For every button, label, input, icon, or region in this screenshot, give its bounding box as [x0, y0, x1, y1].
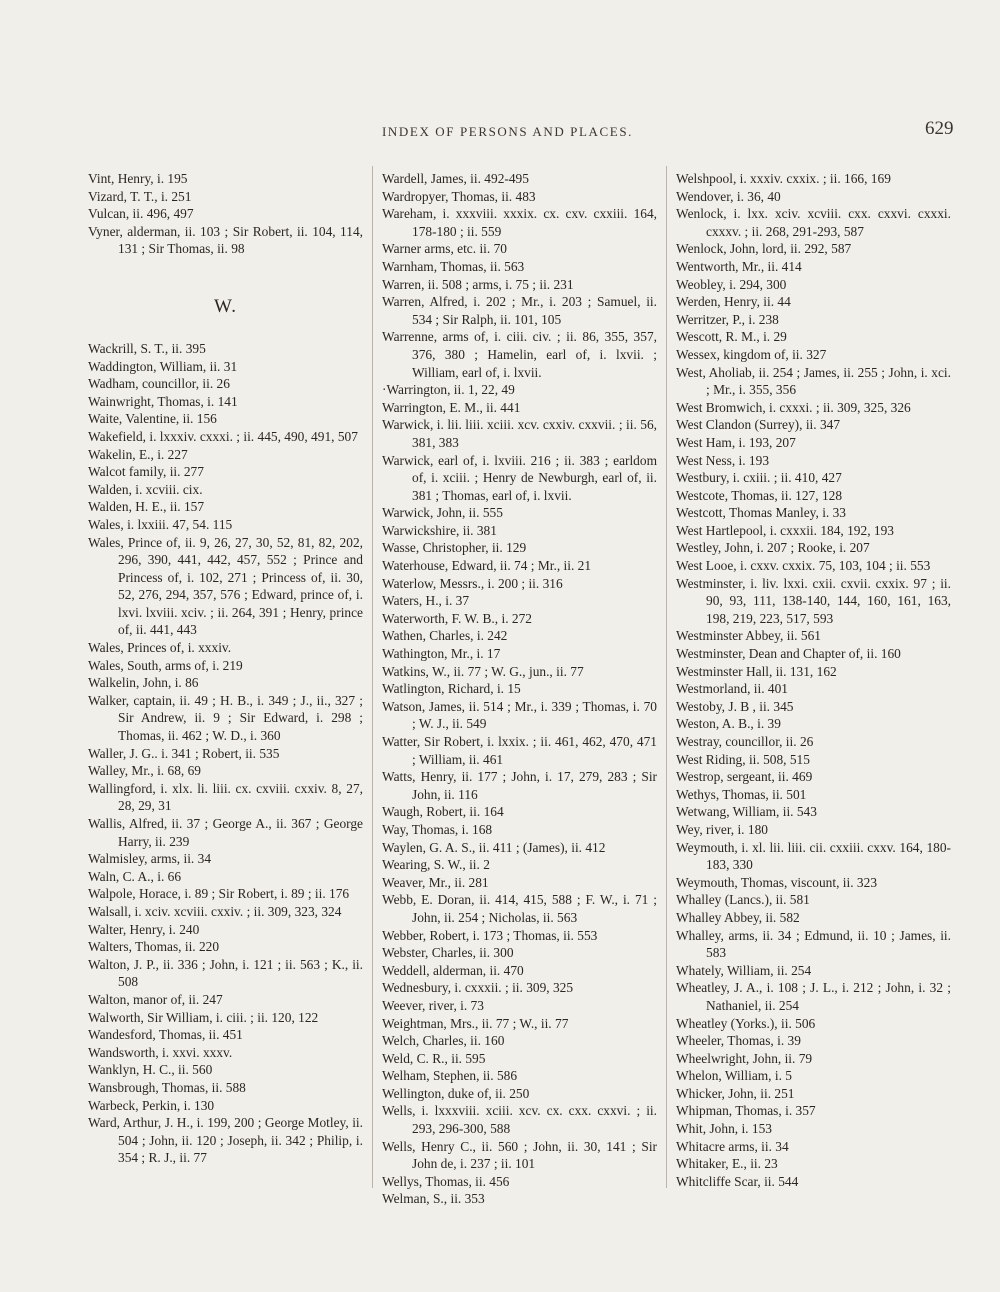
index-entry: Weld, C. R., ii. 595 — [382, 1050, 486, 1066]
index-entry: Weobley, i. 294, 300 — [676, 276, 787, 292]
index-entry: Weymouth, i. xl. lii. liii. cii. cxxiii. cxxv. 164, 180-183, 330 — [676, 839, 951, 873]
index-entry: Whicker, John, ii. 251 — [676, 1085, 795, 1101]
index-entry: Weddell, alderman, ii. 470 — [382, 962, 524, 978]
index-entry: Way, Thomas, i. 168 — [382, 821, 493, 837]
index-entry: Warren, ii. 508 ; arms, i. 75 ; ii. 231 — [382, 276, 574, 292]
index-entry: Westray, councillor, ii. 26 — [676, 734, 814, 749]
index-entry: Westbury, i. cxiii. ; ii. 410, 427 — [676, 470, 842, 486]
index-entry: Walton, J. P., ii. 336 ; John, i. 121 ; ii. 563 ; K., ii. 508 — [88, 956, 363, 990]
index-entry: Walden, H. E., ii. 157 — [88, 499, 205, 515]
index-entry: Wenlock, John, lord, ii. 292, 587 — [676, 241, 852, 257]
index-entry: Weymouth, Thomas, viscount, ii. 323 — [676, 874, 878, 890]
index-entry: Westcott, Thomas Manley, i. 33 — [676, 505, 846, 521]
index-entry: Vizard, T. T., i. 251 — [88, 188, 192, 204]
index-entry: Warrenne, arms of, i. ciii. civ. ; ii. 86, 355, 357, 376, 380 ; Hamelin, earl of, i. lxvii. ; William, earl of, i. lxvii. — [382, 329, 657, 380]
index-entry: Wackrill, S. T., ii. 395 — [88, 340, 206, 356]
index-entry: Wardell, James, ii. 492-495 — [382, 171, 529, 186]
index-entry: Wetwang, William, ii. 543 — [676, 804, 817, 820]
index-entry: Wales, Princes of, i. xxxiv. — [88, 640, 232, 656]
index-entry: Walters, Thomas, ii. 220 — [88, 939, 220, 955]
entry-list — [88, 340, 363, 1167]
index-entry: Wakefield, i. lxxxiv. cxxxi. ; ii. 445, 490, 491, 507 — [88, 428, 358, 444]
index-entry: Wallis, Alfred, ii. 37 ; George A., ii. 367 ; George Harry, ii. 239 — [88, 816, 363, 849]
running-head: INDEX OF PERSONS AND PLACES. — [382, 124, 634, 139]
index-entry: Waite, Valentine, ii. 156 — [88, 411, 217, 427]
index-entry: Wescott, R. M., i. 29 — [676, 329, 787, 345]
index-entry: Warbeck, Perkin, i. 130 — [88, 1097, 215, 1113]
index-entry: Wearing, S. W., ii. 2 — [382, 857, 490, 873]
index-entry: Whitaker, E., ii. 23 — [676, 1156, 778, 1172]
index-entry: Warnham, Thomas, ii. 563 — [382, 258, 525, 274]
index-entry: Westminster Hall, ii. 131, 162 — [676, 663, 837, 679]
index-entry: Wainwright, Thomas, i. 141 — [88, 393, 238, 409]
index-entry: Whit, John, i. 153 — [676, 1121, 772, 1137]
index-entry: Welshpool, i. xxxiv. cxxix. ; ii. 166, 169 — [676, 171, 891, 186]
index-entry: Wareham, i. xxxviii. xxxix. cx. cxv. cxxiii. 164, 178-180 ; ii. 559 — [382, 206, 657, 239]
index-entry: Westminster Abbey, ii. 561 — [676, 628, 821, 644]
index-entry: Walpole, Horace, i. 89 ; Sir Robert, i. 89 ; ii. 176 — [88, 886, 350, 902]
index-entry: Westoby, J. B , ii. 345 — [676, 698, 794, 714]
index-entry: Westrop, sergeant, ii. 469 — [676, 769, 813, 785]
index-entry: Wheeler, Thomas, i. 39 — [676, 1033, 801, 1049]
index-entry: Watson, James, ii. 514 ; Mr., i. 339 ; Thomas, i. 70 ; W. J., ii. 549 — [382, 698, 657, 732]
index-entry: West Bromwich, i. cxxxi. ; ii. 309, 325, 326 — [676, 399, 911, 415]
index-entry: West Ness, i. 193 — [676, 452, 770, 468]
index-entry: Wanklyn, H. C., ii. 560 — [88, 1062, 213, 1078]
index-entry: Whitacre arms, ii. 34 — [676, 1138, 789, 1154]
index-entry: Wells, Henry C., ii. 560 ; John, ii. 30, 141 ; Sir John de, i. 237 ; ii. 101 — [382, 1138, 657, 1172]
index-entry: Wakelin, E., i. 227 — [88, 446, 188, 462]
index-entry: Wenlock, i. lxx. xciv. xcviii. cxx. cxxvi. cxxxi. cxxxv. ; ii. 268, 291-293, 587 — [676, 206, 951, 239]
index-entry: Warwick, i. lii. liii. xciii. xcv. cxxiv. cxxvii. ; ii. 56, 381, 383 — [382, 417, 657, 450]
index-entry: Wales, South, arms of, i. 219 — [88, 657, 243, 673]
index-column-1 — [88, 170, 363, 1167]
entry-list — [88, 170, 363, 258]
index-entry: Walsall, i. xciv. xcviii. cxxiv. ; ii. 309, 323, 324 — [88, 903, 342, 919]
index-entry: Wathen, Charles, i. 242 — [382, 628, 508, 644]
index-entry: Weever, river, i. 73 — [382, 997, 484, 1013]
index-entry: Whelon, William, i. 5 — [676, 1068, 792, 1084]
index-column-2 — [382, 170, 657, 1208]
index-entry: Whalley, arms, ii. 34 ; Edmund, ii. 10 ; James, ii. 583 — [676, 927, 951, 961]
index-entry: ·Warrington, ii. 1, 22, 49 — [382, 382, 515, 398]
index-entry: Watter, Sir Robert, i. lxxix. ; ii. 461, 462, 470, 471 ; William, ii. 461 — [382, 734, 657, 767]
column-divider — [666, 166, 667, 1188]
index-entry: Werden, Henry, ii. 44 — [676, 294, 791, 310]
index-entry: Whately, William, ii. 254 — [676, 962, 812, 978]
index-entry: Wales, i. lxxiii. 47, 54. 115 — [88, 516, 233, 532]
index-entry: Waterworth, F. W. B., i. 272 — [382, 610, 532, 626]
page-header — [0, 118, 1000, 148]
index-entry: Walden, i. xcviii. cix. — [88, 481, 203, 497]
index-entry: Vyner, alderman, ii. 103 ; Sir Robert, ii. 104, 114, 131 ; Sir Thomas, ii. 98 — [88, 223, 363, 257]
index-entry: Waugh, Robert, ii. 164 — [382, 804, 504, 820]
index-entry: Wednesbury, i. cxxxii. ; ii. 309, 325 — [382, 980, 574, 996]
index-entry: Warrington, E. M., ii. 441 — [382, 399, 521, 415]
index-entry: Walter, Henry, i. 240 — [88, 921, 200, 937]
index-entry: Waterlow, Messrs., i. 200 ; ii. 316 — [382, 575, 563, 591]
index-entry: Waylen, G. A. S., ii. 411 ; (James), ii. 412 — [382, 839, 606, 855]
index-entry: West, Aholiab, ii. 254 ; James, ii. 255 ; John, i. xci. ; Mr., i. 355, 356 — [676, 364, 951, 398]
index-entry: West Ham, i. 193, 207 — [676, 434, 796, 450]
index-entry: Welham, Stephen, ii. 586 — [382, 1068, 518, 1084]
section-letter: W. — [214, 295, 237, 317]
index-entry: Warren, Alfred, i. 202 ; Mr., i. 203 ; Samuel, ii. 534 ; Sir Ralph, ii. 101, 105 — [382, 294, 657, 327]
column-divider — [372, 166, 373, 1188]
index-entry: Waterhouse, Edward, ii. 74 ; Mr., ii. 21 — [382, 558, 592, 574]
index-entry: Watlington, Richard, i. 15 — [382, 681, 521, 697]
index-entry: Vint, Henry, i. 195 — [88, 171, 188, 186]
index-entry: Waddington, William, ii. 31 — [88, 358, 238, 374]
index-entry: Wadham, councillor, ii. 26 — [88, 376, 230, 392]
index-entry: Wandesford, Thomas, ii. 451 — [88, 1027, 243, 1043]
index-entry: Walley, Mr., i. 68, 69 — [88, 763, 201, 779]
index-column-3 — [676, 170, 951, 1190]
index-entry: West Clandon (Surrey), ii. 347 — [676, 417, 841, 433]
index-entry: Wales, Prince of, ii. 9, 26, 27, 30, 52, 81, 82, 202, 296, 390, 441, 442, 457, 552 ; Prince and Princess of, i. 102, 271 ; Princess of, ii. 30, 52, 276, 294, 357, 576 ; Edward, prince of, i. lxvi. lxviii. xciv. ; ii. 264, 391 ; Henry, prince of, ii. 441, 443 — [88, 534, 363, 638]
index-entry: Wheatley (Yorks.), ii. 506 — [676, 1015, 816, 1031]
index-entry: Webb, E. Doran, ii. 414, 415, 588 ; F. W., i. 71 ; John, ii. 254 ; Nicholas, ii. 563 — [382, 892, 657, 925]
index-entry: Walmisley, arms, ii. 34 — [88, 851, 212, 867]
index-entry: Walworth, Sir William, i. ciii. ; ii. 120, 122 — [88, 1009, 319, 1025]
entry-list — [676, 170, 951, 1190]
index-entry: Westminster, i. liv. lxxi. cxii. cxvii. cxxix. 97 ; ii. 90, 93, 111, 138-140, 144, 160, 161, 163, 198, 219, 223, 517, 593 — [676, 575, 951, 626]
index-entry: Wendover, i. 36, 40 — [676, 188, 781, 204]
index-entry: Weston, A. B., i. 39 — [676, 716, 781, 732]
index-entry: Whipman, Thomas, i. 357 — [676, 1103, 816, 1119]
index-entry: West Hartlepool, i. cxxxii. 184, 192, 193 — [676, 522, 894, 538]
index-entry: Whitcliffe Scar, ii. 544 — [676, 1173, 799, 1189]
index-entry: Westmorland, ii. 401 — [676, 681, 788, 697]
index-entry: Westminster, Dean and Chapter of, ii. 160 — [676, 646, 901, 662]
index-entry: Waln, C. A., i. 66 — [88, 868, 182, 884]
index-entry: Wallingford, i. xlx. li. liii. cx. cxviii. cxxiv. 8, 27, 28, 29, 31 — [88, 780, 363, 814]
index-entry: Wellington, duke of, ii. 250 — [382, 1085, 530, 1101]
index-entry: West Looe, i. cxxv. cxxix. 75, 103, 104 ; ii. 553 — [676, 558, 931, 574]
entry-list — [382, 170, 657, 1208]
index-entry: Wey, river, i. 180 — [676, 821, 768, 837]
index-entry: Warwick, earl of, i. lxviii. 216 ; ii. 383 ; earldom of, i. xciii. ; Henry de Newburgh, earl of, ii. 381 ; Thomas, earl of, i. lxvii. — [382, 452, 657, 503]
index-entry: Wardropyer, Thomas, ii. 483 — [382, 188, 536, 204]
index-entry: Westcote, Thomas, ii. 127, 128 — [676, 487, 843, 503]
index-entry: Weaver, Mr., ii. 281 — [382, 874, 489, 890]
index-entry: Webster, Charles, ii. 300 — [382, 945, 514, 961]
index-entry: Weightman, Mrs., ii. 77 ; W., ii. 77 — [382, 1015, 569, 1031]
index-entry: Whalley (Lancs.), ii. 581 — [676, 892, 810, 908]
index-entry: Wellys, Thomas, ii. 456 — [382, 1173, 510, 1189]
index-entry: West Riding, ii. 508, 515 — [676, 751, 810, 767]
index-entry: Welch, Charles, ii. 160 — [382, 1033, 505, 1049]
index-entry: Wansbrough, Thomas, ii. 588 — [88, 1079, 246, 1095]
index-entry: Wethys, Thomas, ii. 501 — [676, 786, 807, 802]
index-entry: Walcot family, ii. 277 — [88, 464, 204, 480]
index-entry: Westley, John, i. 207 ; Rooke, i. 207 — [676, 540, 870, 556]
index-entry: Vulcan, ii. 496, 497 — [88, 206, 194, 222]
index-entry: Warwick, John, ii. 555 — [382, 505, 503, 521]
index-entry: Waller, J. G.. i. 341 ; Robert, ii. 535 — [88, 745, 280, 761]
index-entry: Warwickshire, ii. 381 — [382, 522, 497, 538]
index-entry: Warner arms, etc. ii. 70 — [382, 241, 507, 257]
index-entry: Waters, H., i. 37 — [382, 593, 470, 609]
index-entry: Ward, Arthur, J. H., i. 199, 200 ; George Motley, ii. 504 ; John, ii. 120 ; Joseph, ii. 342 ; Philip, i. 354 ; R. J., ii. 77 — [88, 1115, 363, 1166]
index-entry: Walkelin, John, i. 86 — [88, 675, 199, 691]
index-entry: Webber, Robert, i. 173 ; Thomas, ii. 553 — [382, 927, 598, 943]
index-entry: Welman, S., ii. 353 — [382, 1191, 485, 1207]
index-entry: Watkins, W., ii. 77 ; W. G., jun., ii. 77 — [382, 663, 584, 679]
index-entry: Wheelwright, John, ii. 79 — [676, 1050, 813, 1066]
index-entry: Watts, Henry, ii. 177 ; John, i. 17, 279, 283 ; Sir John, ii. 116 — [382, 769, 657, 802]
index-entry: Walker, captain, ii. 49 ; H. B., i. 349 ; J., ii., 327 ; Sir Andrew, ii. 9 ; Sir Edward, i. 298 ; Thomas, ii. 462 ; W. D., i. 360 — [88, 692, 363, 744]
index-entry: Wheatley, J. A., i. 108 ; J. L., i. 212 ; John, i. 32 ; Nathaniel, ii. 254 — [676, 980, 951, 1013]
index-entry: Wells, i. lxxxviii. xciii. xcv. cx. cxx. cxxvi. ; ii. 293, 296-300, 588 — [382, 1103, 657, 1137]
page-number: 629 — [925, 118, 954, 139]
index-entry: Wandsworth, i. xxvi. xxxv. — [88, 1044, 233, 1060]
index-entry: Whalley Abbey, ii. 582 — [676, 909, 800, 925]
index-entry: Wessex, kingdom of, ii. 327 — [676, 346, 827, 362]
index-entry: Walton, manor of, ii. 247 — [88, 991, 223, 1007]
index-entry: Wathington, Mr., i. 17 — [382, 646, 501, 662]
index-entry: Werritzer, P., i. 238 — [676, 311, 779, 327]
index-entry: Wasse, Christopher, ii. 129 — [382, 540, 527, 556]
index-entry: Wentworth, Mr., ii. 414 — [676, 258, 802, 274]
